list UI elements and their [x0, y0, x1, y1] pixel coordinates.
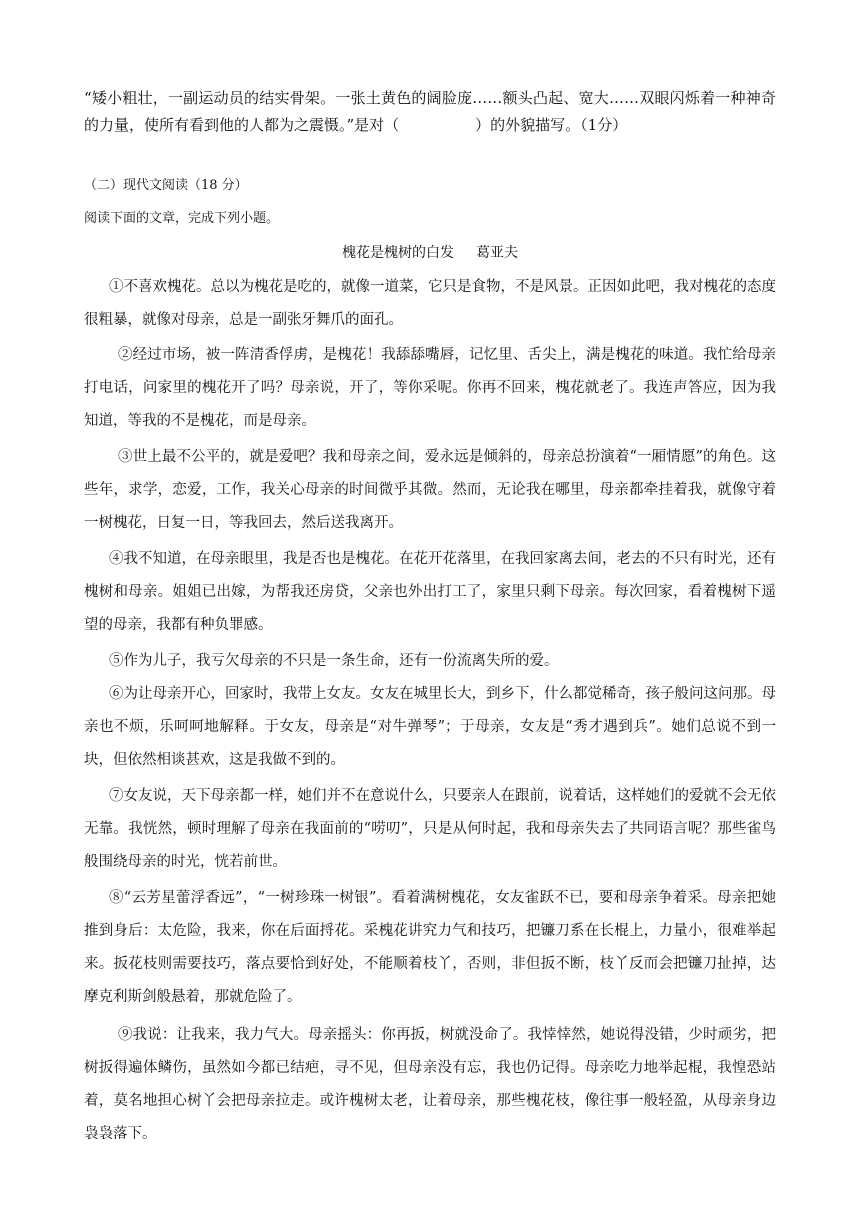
- article-title: 槐花是槐树的白发: [342, 245, 454, 261]
- article-paragraph-1: ①不喜欢槐花。总以为槐花是吃的，就像一道菜，它只是食物，不是风景。正因如此吧，我对槐花的态度很粗暴，就像对母亲，总是一副张牙舞爪的面孔。: [84, 279, 776, 328]
- intro-question: [84, 85, 776, 139]
- intro-question-text: “矮小粗壮，一副运动员的结实骨架。一张土黄色的阔脸庞……额头凸起、宽大……双眼闪烁着一种神奇的力量，使所有看到他的人都为之震慑。”是对（: [84, 89, 776, 134]
- article-paragraph-8: ⑧“云芳星蕾浮香远”，“一树珍珠一树银”。看着满树槐花，女友雀跃不已，要和母亲争着采。母亲把她推到身后：太危险，我来，你在后面捋花。采槐花讲究力气和技巧，把镰刀系在长棍上，力量小，很难举起来。扳花枝则需要技巧，落点要恰到好处，不能顺着枝丫，否则，非但扳不断，枝丫反而会把镰刀扯掉，达摩克利斯剑般悬着，那就危险了。: [84, 890, 776, 1005]
- article-paragraph-5: ⑤作为儿子，我亏欠母亲的不只是一条生命，还有一份流离失所的爱。: [109, 653, 559, 669]
- intro-question-suffix: ）的外貌描写。（1分）: [475, 116, 628, 134]
- article-paragraph-2: ②经过市场，被一阵清香俘虏，是槐花！我舔舔嘴唇，记忆里、舌尖上，满是槐花的味道。我忙给母亲打电话，问家里的槐花开了吗？母亲说，开了，等你采呢。你再不回来，槐花就老了。我连声答应，因为我知道，等我的不是槐花，而是母亲。: [84, 347, 776, 429]
- article-paragraph-6: ⑥为让母亲开心，回家时，我带上女友。女友在城里长大，到乡下，什么都觉稀奇，孩子般问这问那。母亲也不烦，乐呵呵地解释。于女友，母亲是“对牛弹琴”；于母亲，女友是“秀才遇到兵”。她们总说不到一块，但依然相谈甚欢，这是我做不到的。: [84, 686, 776, 768]
- article-paragraph-9: ⑨我说：让我来，我力气大。母亲摇头：你再扳，树就没命了。我悻悻然，她说得没错，少时顽劣，把树扳得遍体鳞伤，虽然如今都已结疤，寻不见，但母亲没有忘，我也仍记得。母亲吃力地举起棍，我惶恐站着，莫名地担心树丫会把母亲拉走。或许槐树太老，让着母亲，那些槐花枝，像往事一般轻盈，从母亲身边袅袅落下。: [84, 1027, 776, 1142]
- article-author: 葛亚夫: [476, 245, 518, 261]
- section-heading: （二）现代文阅读（18 分）: [84, 178, 248, 193]
- article-paragraph-4: ④我不知道，在母亲眼里，我是否也是槐花。在花开花落里，在我回家离去间，老去的不只有时光，还有槐树和母亲。姐姐已出嫁，为帮我还房贷，父亲也外出打工了，家里只剩下母亲。每次回家，看着槐树下遥望的母亲，我都有种负罪感。: [84, 551, 776, 633]
- article-paragraph-3: ③世上最不公平的，就是爱吧？我和母亲之间，爱永远是倾斜的，母亲总扮演着“一厢情愿”的角色。这些年，求学，恋爱，工作，我关心母亲的时间微乎其微。然而，无论我在哪里，母亲都牵挂着我，就像守着一树槐花，日复一日，等我回去，然后送我离开。: [84, 449, 776, 531]
- article-paragraph-7: ⑦女友说，天下母亲都一样，她们并不在意说什么，只要亲人在跟前，说着话，这样她们的爱就不会无依无靠。我恍然，顿时理解了母亲在我面前的“唠叨”，只是从何时起，我和母亲失去了共同语言呢？那些雀鸟般围绕母亲的时光，恍若前世。: [84, 788, 776, 870]
- reading-instruction: 阅读下面的文章，完成下列小题。: [84, 211, 280, 226]
- article-title-line: [84, 242, 776, 264]
